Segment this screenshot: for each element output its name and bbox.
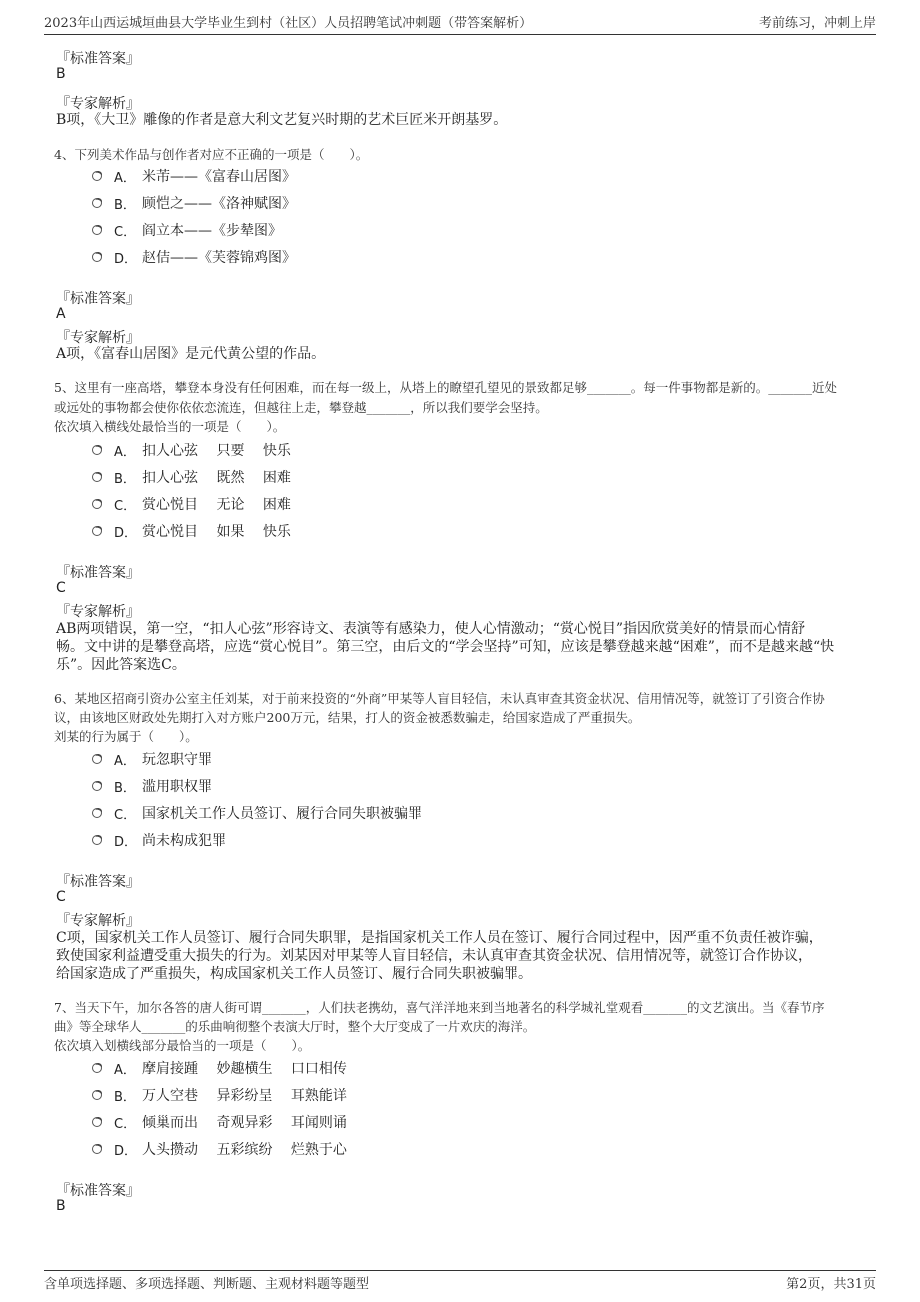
analysis-line: 致使国家利益遭受重大损失的行为。刘某因对甲某等人盲目轻信，未认真审查其资金状况、信用情况等，就签订合作协议， (56, 948, 812, 964)
question-6-line3: 刘某的行为属于（ ）。 (54, 729, 198, 744)
analysis-label: 『专家解析』 (56, 330, 140, 346)
footer-note: 含单项选择题、多项选择题、判断题、主观材料题等题型 (44, 1277, 370, 1292)
radio-icon[interactable] (92, 1090, 102, 1100)
answer-value: C (56, 580, 66, 596)
radio-icon[interactable] (92, 1063, 102, 1073)
answer-label: 『标准答案』 (56, 291, 140, 307)
answer-value: C (56, 889, 66, 905)
document-title: 2023年山西运城垣曲县大学毕业生到村（社区）人员招聘笔试冲刺题（带答案解析） (44, 16, 533, 31)
analysis-line: C项，国家机关工作人员签订、履行合同失职罪，是指国家机关工作人员在签订、履行合同过程中，因严重不负责任被诈骗， (56, 930, 823, 946)
header-slogan: 考前练习，冲刺上岸 (758, 16, 876, 31)
question-5-line1: 5、这里有一座高塔，攀登本身没有任何困难，而在每一级上，从塔上的瞭望孔望见的景致都足够_______。每一件事物都是新的。_______近处 (54, 380, 837, 395)
question-4: 4、下列美术作品与创作者对应不正确的一项是（ ）。 (54, 147, 369, 162)
analysis-line: AB两项错误，第一空，“扣人心弦”形容诗文、表演等有感染力，使人心情激动；“赏心悦目”指因欣赏美好的情景而心情舒 (56, 621, 806, 637)
radio-icon[interactable] (92, 781, 102, 791)
radio-icon[interactable] (92, 1117, 102, 1127)
answer-value: A (56, 306, 66, 322)
radio-icon[interactable] (92, 445, 102, 455)
question-6-line2: 议，由该地区财政处先期打入对方账户200万元，结果，打人的资金被悉数骗走，给国家造成了严重损失。 (54, 710, 641, 725)
page-number: 第2页，共31页 (786, 1277, 876, 1292)
question-5-line2: 或远处的事物都会使你依依恋流连，但越往上走，攀登越_______，所以我们要学会坚持。 (54, 400, 548, 415)
analysis-label: 『专家解析』 (56, 604, 140, 620)
question-6-line1: 6、某地区招商引资办公室主任刘某，对于前来投资的“外商”甲某等人盲目轻信，未认真审查其资金状况、信用情况等，就签订了引资合作协 (54, 691, 825, 706)
answer-value: B (56, 66, 66, 82)
radio-icon[interactable] (92, 472, 102, 482)
analysis-text: A项，《富春山居图》是元代黄公望的作品。 (56, 346, 326, 362)
analysis-line: 乐”。因此答案选C。 (56, 657, 186, 673)
answer-label: 『标准答案』 (56, 1183, 140, 1199)
radio-icon[interactable] (92, 499, 102, 509)
answer-label: 『标准答案』 (56, 565, 140, 581)
answer-label: 『标准答案』 (56, 51, 140, 67)
question-7-line1: 7、当天下午，加尔各答的唐人街可谓_______，人们扶老携幼，喜气洋洋地来到当地著名的科学城礼堂观看_______的文艺演出。当《春节序 (54, 1000, 825, 1015)
analysis-label: 『专家解析』 (56, 913, 140, 929)
question-7-line2: 曲》等全球华人_______的乐曲响彻整个表演大厅时，整个大厅变成了一片欢庆的海洋。 (54, 1019, 536, 1034)
answer-label: 『标准答案』 (56, 874, 140, 890)
answer-value: B (56, 1198, 66, 1214)
page-footer (44, 1270, 876, 1295)
radio-icon[interactable] (92, 808, 102, 818)
analysis-line: 给国家造成了严重损失，构成国家机关工作人员签订、履行合同失职被骗罪。 (56, 966, 532, 982)
question-5-line3: 依次填入横线处最恰当的一项是（ ）。 (54, 419, 286, 434)
radio-icon[interactable] (92, 1144, 102, 1154)
question-7-line3: 依次填入划横线部分最恰当的一项是（ ）。 (54, 1038, 311, 1053)
page-header (44, 10, 876, 35)
analysis-text: B项，《大卫》雕像的作者是意大利文艺复兴时期的艺术巨匠米开朗基罗。 (56, 112, 508, 128)
radio-icon[interactable] (92, 835, 102, 845)
radio-icon[interactable] (92, 225, 102, 235)
radio-icon[interactable] (92, 754, 102, 764)
analysis-line: 畅。文中讲的是攀登高塔，应选“赏心悦目”。第三空，由后文的“学会坚持”可知，应该是攀登越来越“困难”，而不是越来越“快 (56, 639, 835, 655)
analysis-label: 『专家解析』 (56, 96, 140, 112)
radio-icon[interactable] (92, 526, 102, 536)
radio-icon[interactable] (92, 171, 102, 181)
radio-icon[interactable] (92, 252, 102, 262)
radio-icon[interactable] (92, 198, 102, 208)
